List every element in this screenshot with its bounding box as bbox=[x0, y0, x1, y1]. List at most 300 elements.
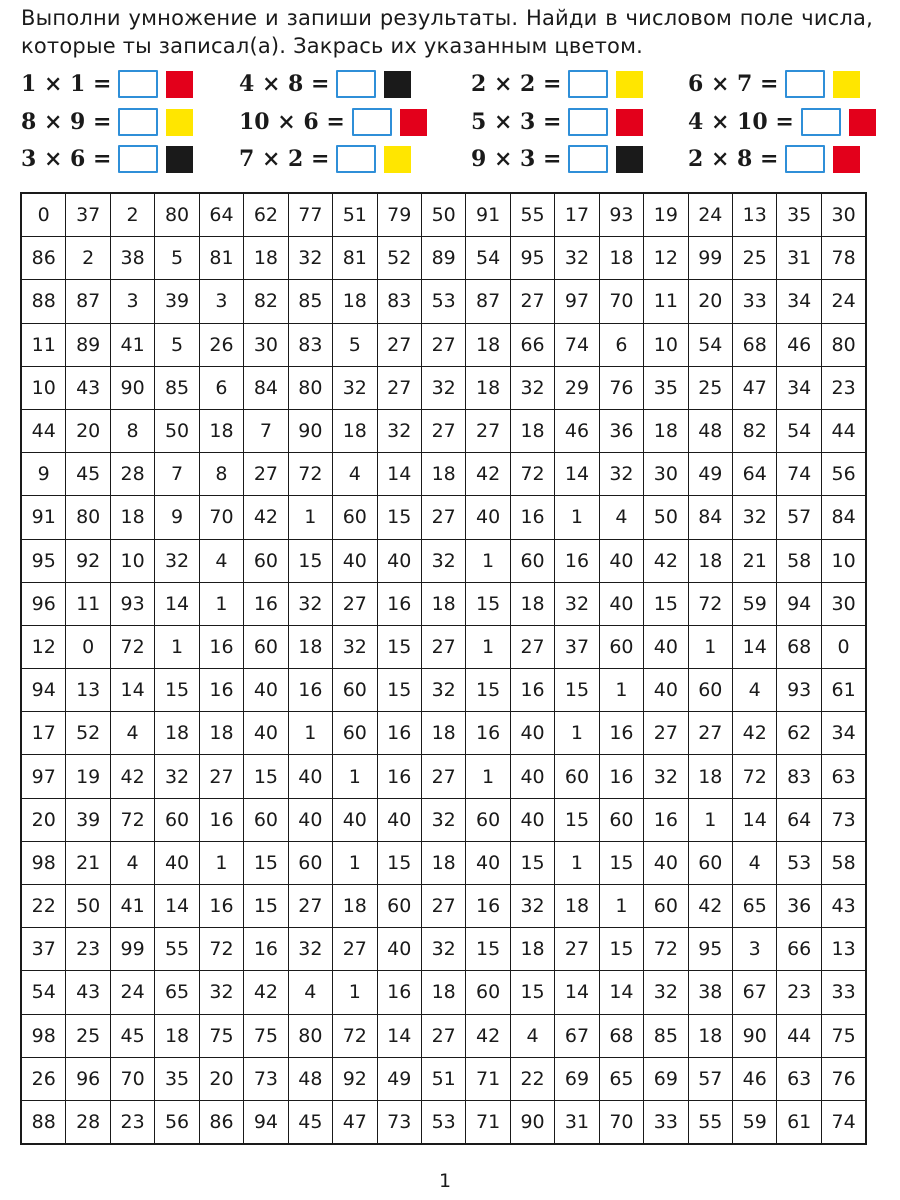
grid-cell[interactable]: 34 bbox=[821, 712, 866, 755]
grid-cell[interactable]: 25 bbox=[66, 1014, 110, 1057]
grid-cell[interactable]: 85 bbox=[155, 366, 199, 409]
grid-cell[interactable]: 95 bbox=[688, 928, 732, 971]
grid-cell[interactable]: 14 bbox=[733, 798, 777, 841]
grid-cell[interactable]: 74 bbox=[777, 453, 821, 496]
answer-box[interactable] bbox=[352, 108, 392, 136]
grid-cell[interactable]: 58 bbox=[777, 539, 821, 582]
answer-box[interactable] bbox=[568, 70, 608, 98]
grid-cell[interactable]: 18 bbox=[510, 582, 554, 625]
grid-cell[interactable]: 24 bbox=[688, 193, 732, 237]
grid-cell[interactable]: 32 bbox=[555, 582, 599, 625]
grid-cell[interactable]: 1 bbox=[599, 885, 643, 928]
grid-cell[interactable]: 9 bbox=[21, 453, 66, 496]
grid-cell[interactable]: 32 bbox=[555, 237, 599, 280]
grid-cell[interactable]: 60 bbox=[599, 625, 643, 668]
grid-cell[interactable]: 53 bbox=[421, 1100, 465, 1144]
grid-cell[interactable]: 18 bbox=[244, 237, 288, 280]
grid-cell[interactable]: 16 bbox=[288, 669, 332, 712]
grid-cell[interactable]: 40 bbox=[288, 755, 332, 798]
grid-cell[interactable]: 25 bbox=[733, 237, 777, 280]
grid-cell[interactable]: 99 bbox=[688, 237, 732, 280]
grid-cell[interactable]: 1 bbox=[599, 669, 643, 712]
grid-cell[interactable]: 32 bbox=[155, 539, 199, 582]
grid-cell[interactable]: 18 bbox=[466, 323, 510, 366]
grid-cell[interactable]: 83 bbox=[288, 323, 332, 366]
grid-cell[interactable]: 60 bbox=[333, 712, 377, 755]
answer-box[interactable] bbox=[118, 145, 158, 173]
grid-cell[interactable]: 15 bbox=[288, 539, 332, 582]
grid-cell[interactable]: 60 bbox=[155, 798, 199, 841]
grid-cell[interactable]: 95 bbox=[21, 539, 66, 582]
grid-cell[interactable]: 86 bbox=[21, 237, 66, 280]
grid-cell[interactable]: 18 bbox=[510, 409, 554, 452]
grid-cell[interactable]: 11 bbox=[644, 280, 688, 323]
grid-cell[interactable]: 53 bbox=[777, 841, 821, 884]
grid-cell[interactable]: 9 bbox=[155, 496, 199, 539]
grid-cell[interactable]: 90 bbox=[733, 1014, 777, 1057]
grid-cell[interactable]: 60 bbox=[599, 798, 643, 841]
grid-cell[interactable]: 65 bbox=[155, 971, 199, 1014]
grid-cell[interactable]: 93 bbox=[110, 582, 154, 625]
grid-cell[interactable]: 15 bbox=[555, 798, 599, 841]
grid-cell[interactable]: 32 bbox=[421, 539, 465, 582]
grid-cell[interactable]: 40 bbox=[466, 841, 510, 884]
grid-cell[interactable]: 15 bbox=[466, 928, 510, 971]
grid-cell[interactable]: 60 bbox=[555, 755, 599, 798]
grid-cell[interactable]: 3 bbox=[199, 280, 243, 323]
grid-cell[interactable]: 60 bbox=[644, 885, 688, 928]
grid-cell[interactable]: 45 bbox=[110, 1014, 154, 1057]
grid-cell[interactable]: 33 bbox=[821, 971, 866, 1014]
grid-cell[interactable]: 83 bbox=[777, 755, 821, 798]
grid-cell[interactable]: 4 bbox=[733, 841, 777, 884]
grid-cell[interactable]: 75 bbox=[821, 1014, 866, 1057]
grid-cell[interactable]: 32 bbox=[288, 928, 332, 971]
grid-cell[interactable]: 80 bbox=[155, 193, 199, 237]
grid-cell[interactable]: 3 bbox=[110, 280, 154, 323]
grid-cell[interactable]: 30 bbox=[644, 453, 688, 496]
grid-cell[interactable]: 99 bbox=[110, 928, 154, 971]
grid-cell[interactable]: 16 bbox=[510, 669, 554, 712]
grid-cell[interactable]: 18 bbox=[421, 712, 465, 755]
grid-cell[interactable]: 27 bbox=[688, 712, 732, 755]
grid-cell[interactable]: 70 bbox=[110, 1057, 154, 1100]
grid-cell[interactable]: 18 bbox=[510, 928, 554, 971]
grid-cell[interactable]: 1 bbox=[555, 496, 599, 539]
grid-cell[interactable]: 18 bbox=[288, 625, 332, 668]
grid-cell[interactable]: 36 bbox=[599, 409, 643, 452]
grid-cell[interactable]: 14 bbox=[555, 453, 599, 496]
grid-cell[interactable]: 1 bbox=[688, 798, 732, 841]
grid-cell[interactable]: 4 bbox=[110, 712, 154, 755]
grid-cell[interactable]: 62 bbox=[777, 712, 821, 755]
grid-cell[interactable]: 10 bbox=[21, 366, 66, 409]
grid-cell[interactable]: 71 bbox=[466, 1100, 510, 1144]
grid-cell[interactable]: 87 bbox=[466, 280, 510, 323]
grid-cell[interactable]: 4 bbox=[333, 453, 377, 496]
answer-box[interactable] bbox=[801, 108, 841, 136]
grid-cell[interactable]: 40 bbox=[644, 841, 688, 884]
grid-cell[interactable]: 18 bbox=[155, 712, 199, 755]
grid-cell[interactable]: 50 bbox=[155, 409, 199, 452]
grid-cell[interactable]: 15 bbox=[555, 669, 599, 712]
grid-cell[interactable]: 42 bbox=[688, 885, 732, 928]
grid-cell[interactable]: 90 bbox=[510, 1100, 554, 1144]
grid-cell[interactable]: 27 bbox=[555, 928, 599, 971]
grid-cell[interactable]: 40 bbox=[510, 712, 554, 755]
grid-cell[interactable]: 90 bbox=[288, 409, 332, 452]
grid-cell[interactable]: 49 bbox=[377, 1057, 421, 1100]
grid-cell[interactable]: 48 bbox=[688, 409, 732, 452]
grid-cell[interactable]: 88 bbox=[21, 280, 66, 323]
grid-cell[interactable]: 32 bbox=[155, 755, 199, 798]
grid-cell[interactable]: 18 bbox=[333, 280, 377, 323]
grid-cell[interactable]: 17 bbox=[21, 712, 66, 755]
grid-cell[interactable]: 18 bbox=[688, 755, 732, 798]
grid-cell[interactable]: 32 bbox=[421, 366, 465, 409]
grid-cell[interactable]: 61 bbox=[821, 669, 866, 712]
answer-box[interactable] bbox=[336, 145, 376, 173]
grid-cell[interactable]: 40 bbox=[510, 755, 554, 798]
grid-cell[interactable]: 26 bbox=[199, 323, 243, 366]
grid-cell[interactable]: 69 bbox=[644, 1057, 688, 1100]
grid-cell[interactable]: 40 bbox=[599, 539, 643, 582]
grid-cell[interactable]: 45 bbox=[66, 453, 110, 496]
grid-cell[interactable]: 21 bbox=[733, 539, 777, 582]
grid-cell[interactable]: 20 bbox=[21, 798, 66, 841]
grid-cell[interactable]: 82 bbox=[733, 409, 777, 452]
grid-cell[interactable]: 60 bbox=[288, 841, 332, 884]
grid-cell[interactable]: 1 bbox=[466, 755, 510, 798]
grid-cell[interactable]: 27 bbox=[510, 625, 554, 668]
grid-cell[interactable]: 46 bbox=[777, 323, 821, 366]
grid-cell[interactable]: 31 bbox=[777, 237, 821, 280]
grid-cell[interactable]: 56 bbox=[821, 453, 866, 496]
grid-cell[interactable]: 59 bbox=[733, 1100, 777, 1144]
grid-cell[interactable]: 53 bbox=[421, 280, 465, 323]
grid-cell[interactable]: 43 bbox=[66, 366, 110, 409]
grid-cell[interactable]: 55 bbox=[510, 193, 554, 237]
grid-cell[interactable]: 4 bbox=[599, 496, 643, 539]
grid-cell[interactable]: 16 bbox=[377, 582, 421, 625]
grid-cell[interactable]: 10 bbox=[821, 539, 866, 582]
grid-cell[interactable]: 15 bbox=[644, 582, 688, 625]
grid-cell[interactable]: 43 bbox=[66, 971, 110, 1014]
grid-cell[interactable]: 60 bbox=[466, 971, 510, 1014]
grid-cell[interactable]: 4 bbox=[510, 1014, 554, 1057]
grid-cell[interactable]: 24 bbox=[110, 971, 154, 1014]
grid-cell[interactable]: 14 bbox=[155, 582, 199, 625]
grid-cell[interactable]: 15 bbox=[377, 496, 421, 539]
grid-cell[interactable]: 76 bbox=[821, 1057, 866, 1100]
grid-cell[interactable]: 55 bbox=[155, 928, 199, 971]
grid-cell[interactable]: 23 bbox=[777, 971, 821, 1014]
grid-cell[interactable]: 60 bbox=[244, 798, 288, 841]
grid-cell[interactable]: 35 bbox=[155, 1057, 199, 1100]
grid-cell[interactable]: 16 bbox=[199, 885, 243, 928]
grid-cell[interactable]: 22 bbox=[21, 885, 66, 928]
grid-cell[interactable]: 57 bbox=[777, 496, 821, 539]
grid-cell[interactable]: 40 bbox=[377, 539, 421, 582]
answer-box[interactable] bbox=[785, 145, 825, 173]
grid-cell[interactable]: 32 bbox=[733, 496, 777, 539]
grid-cell[interactable]: 43 bbox=[821, 885, 866, 928]
grid-cell[interactable]: 27 bbox=[244, 453, 288, 496]
grid-cell[interactable]: 81 bbox=[199, 237, 243, 280]
grid-cell[interactable]: 14 bbox=[155, 885, 199, 928]
grid-cell[interactable]: 27 bbox=[644, 712, 688, 755]
grid-cell[interactable]: 20 bbox=[199, 1057, 243, 1100]
grid-cell[interactable]: 32 bbox=[421, 928, 465, 971]
grid-cell[interactable]: 7 bbox=[244, 409, 288, 452]
grid-cell[interactable]: 76 bbox=[599, 366, 643, 409]
grid-cell[interactable]: 8 bbox=[199, 453, 243, 496]
grid-cell[interactable]: 15 bbox=[466, 582, 510, 625]
grid-cell[interactable]: 27 bbox=[421, 496, 465, 539]
grid-cell[interactable]: 42 bbox=[644, 539, 688, 582]
grid-cell[interactable]: 42 bbox=[733, 712, 777, 755]
grid-cell[interactable]: 60 bbox=[244, 539, 288, 582]
grid-cell[interactable]: 70 bbox=[599, 1100, 643, 1144]
grid-cell[interactable]: 1 bbox=[466, 539, 510, 582]
grid-cell[interactable]: 1 bbox=[155, 625, 199, 668]
answer-box[interactable] bbox=[785, 70, 825, 98]
grid-cell[interactable]: 32 bbox=[421, 669, 465, 712]
grid-cell[interactable]: 16 bbox=[510, 496, 554, 539]
grid-cell[interactable]: 1 bbox=[288, 712, 332, 755]
grid-cell[interactable]: 34 bbox=[777, 366, 821, 409]
grid-cell[interactable]: 16 bbox=[377, 755, 421, 798]
grid-cell[interactable]: 30 bbox=[821, 582, 866, 625]
grid-cell[interactable]: 73 bbox=[377, 1100, 421, 1144]
grid-cell[interactable]: 56 bbox=[155, 1100, 199, 1144]
grid-cell[interactable]: 3 bbox=[733, 928, 777, 971]
grid-cell[interactable]: 1 bbox=[688, 625, 732, 668]
grid-cell[interactable]: 94 bbox=[244, 1100, 288, 1144]
grid-cell[interactable]: 90 bbox=[110, 366, 154, 409]
grid-cell[interactable]: 4 bbox=[288, 971, 332, 1014]
grid-cell[interactable]: 36 bbox=[777, 885, 821, 928]
grid-cell[interactable]: 15 bbox=[510, 971, 554, 1014]
grid-cell[interactable]: 6 bbox=[599, 323, 643, 366]
grid-cell[interactable]: 51 bbox=[421, 1057, 465, 1100]
grid-cell[interactable]: 38 bbox=[110, 237, 154, 280]
grid-cell[interactable]: 83 bbox=[377, 280, 421, 323]
grid-cell[interactable]: 40 bbox=[333, 539, 377, 582]
grid-cell[interactable]: 30 bbox=[821, 193, 866, 237]
grid-cell[interactable]: 33 bbox=[733, 280, 777, 323]
grid-cell[interactable]: 6 bbox=[199, 366, 243, 409]
grid-cell[interactable]: 23 bbox=[110, 1100, 154, 1144]
grid-cell[interactable]: 18 bbox=[688, 539, 732, 582]
grid-cell[interactable]: 98 bbox=[21, 1014, 66, 1057]
grid-cell[interactable]: 15 bbox=[599, 841, 643, 884]
grid-cell[interactable]: 13 bbox=[733, 193, 777, 237]
grid-cell[interactable]: 81 bbox=[333, 237, 377, 280]
grid-cell[interactable]: 27 bbox=[421, 755, 465, 798]
grid-cell[interactable]: 98 bbox=[21, 841, 66, 884]
grid-cell[interactable]: 16 bbox=[199, 625, 243, 668]
grid-cell[interactable]: 27 bbox=[421, 885, 465, 928]
grid-cell[interactable]: 24 bbox=[821, 280, 866, 323]
grid-cell[interactable]: 96 bbox=[66, 1057, 110, 1100]
grid-cell[interactable]: 60 bbox=[244, 625, 288, 668]
grid-cell[interactable]: 45 bbox=[288, 1100, 332, 1144]
grid-cell[interactable]: 93 bbox=[777, 669, 821, 712]
grid-cell[interactable]: 54 bbox=[777, 409, 821, 452]
grid-cell[interactable]: 33 bbox=[644, 1100, 688, 1144]
grid-cell[interactable]: 32 bbox=[377, 409, 421, 452]
grid-cell[interactable]: 65 bbox=[599, 1057, 643, 1100]
grid-cell[interactable]: 18 bbox=[110, 496, 154, 539]
grid-cell[interactable]: 30 bbox=[244, 323, 288, 366]
grid-cell[interactable]: 32 bbox=[510, 366, 554, 409]
grid-cell[interactable]: 40 bbox=[644, 625, 688, 668]
grid-cell[interactable]: 75 bbox=[199, 1014, 243, 1057]
grid-cell[interactable]: 96 bbox=[21, 582, 66, 625]
grid-cell[interactable]: 27 bbox=[333, 928, 377, 971]
grid-cell[interactable]: 64 bbox=[777, 798, 821, 841]
grid-cell[interactable]: 63 bbox=[777, 1057, 821, 1100]
grid-cell[interactable]: 16 bbox=[555, 539, 599, 582]
grid-cell[interactable]: 74 bbox=[821, 1100, 866, 1144]
grid-cell[interactable]: 32 bbox=[288, 582, 332, 625]
grid-cell[interactable]: 46 bbox=[555, 409, 599, 452]
grid-cell[interactable]: 35 bbox=[777, 193, 821, 237]
grid-cell[interactable]: 0 bbox=[66, 625, 110, 668]
grid-cell[interactable]: 72 bbox=[733, 755, 777, 798]
grid-cell[interactable]: 54 bbox=[466, 237, 510, 280]
grid-cell[interactable]: 84 bbox=[688, 496, 732, 539]
grid-cell[interactable]: 42 bbox=[466, 1014, 510, 1057]
grid-cell[interactable]: 18 bbox=[333, 409, 377, 452]
grid-cell[interactable]: 27 bbox=[421, 323, 465, 366]
grid-cell[interactable]: 15 bbox=[377, 669, 421, 712]
grid-cell[interactable]: 18 bbox=[421, 841, 465, 884]
grid-cell[interactable]: 10 bbox=[644, 323, 688, 366]
grid-cell[interactable]: 27 bbox=[421, 1014, 465, 1057]
grid-cell[interactable]: 14 bbox=[733, 625, 777, 668]
grid-cell[interactable]: 14 bbox=[377, 453, 421, 496]
grid-cell[interactable]: 44 bbox=[821, 409, 866, 452]
grid-cell[interactable]: 11 bbox=[21, 323, 66, 366]
grid-cell[interactable]: 40 bbox=[244, 669, 288, 712]
grid-cell[interactable]: 27 bbox=[333, 582, 377, 625]
grid-cell[interactable]: 32 bbox=[421, 798, 465, 841]
grid-cell[interactable]: 87 bbox=[66, 280, 110, 323]
grid-cell[interactable]: 16 bbox=[599, 755, 643, 798]
grid-cell[interactable]: 50 bbox=[421, 193, 465, 237]
grid-cell[interactable]: 27 bbox=[377, 323, 421, 366]
grid-cell[interactable]: 1 bbox=[333, 755, 377, 798]
grid-cell[interactable]: 5 bbox=[155, 323, 199, 366]
grid-cell[interactable]: 40 bbox=[244, 712, 288, 755]
grid-cell[interactable]: 18 bbox=[421, 971, 465, 1014]
grid-cell[interactable]: 63 bbox=[821, 755, 866, 798]
grid-cell[interactable]: 5 bbox=[155, 237, 199, 280]
grid-cell[interactable]: 23 bbox=[66, 928, 110, 971]
grid-cell[interactable]: 68 bbox=[733, 323, 777, 366]
grid-cell[interactable]: 92 bbox=[333, 1057, 377, 1100]
grid-cell[interactable]: 4 bbox=[199, 539, 243, 582]
grid-cell[interactable]: 42 bbox=[466, 453, 510, 496]
grid-cell[interactable]: 69 bbox=[555, 1057, 599, 1100]
grid-cell[interactable]: 50 bbox=[66, 885, 110, 928]
grid-cell[interactable]: 12 bbox=[21, 625, 66, 668]
grid-cell[interactable]: 13 bbox=[821, 928, 866, 971]
grid-cell[interactable]: 14 bbox=[599, 971, 643, 1014]
grid-cell[interactable]: 27 bbox=[421, 625, 465, 668]
grid-cell[interactable]: 18 bbox=[688, 1014, 732, 1057]
grid-cell[interactable]: 73 bbox=[244, 1057, 288, 1100]
grid-cell[interactable]: 70 bbox=[199, 496, 243, 539]
grid-cell[interactable]: 80 bbox=[66, 496, 110, 539]
grid-cell[interactable]: 14 bbox=[110, 669, 154, 712]
grid-cell[interactable]: 4 bbox=[110, 841, 154, 884]
grid-cell[interactable]: 84 bbox=[244, 366, 288, 409]
grid-cell[interactable]: 61 bbox=[777, 1100, 821, 1144]
grid-cell[interactable]: 38 bbox=[688, 971, 732, 1014]
grid-cell[interactable]: 16 bbox=[466, 885, 510, 928]
grid-cell[interactable]: 19 bbox=[644, 193, 688, 237]
grid-cell[interactable]: 27 bbox=[510, 280, 554, 323]
grid-cell[interactable]: 40 bbox=[644, 669, 688, 712]
grid-cell[interactable]: 42 bbox=[244, 971, 288, 1014]
grid-cell[interactable]: 1 bbox=[333, 971, 377, 1014]
grid-cell[interactable]: 4 bbox=[733, 669, 777, 712]
grid-cell[interactable]: 8 bbox=[110, 409, 154, 452]
grid-cell[interactable]: 16 bbox=[199, 798, 243, 841]
grid-cell[interactable]: 64 bbox=[199, 193, 243, 237]
grid-cell[interactable]: 94 bbox=[777, 582, 821, 625]
grid-cell[interactable]: 32 bbox=[510, 885, 554, 928]
grid-cell[interactable]: 52 bbox=[66, 712, 110, 755]
grid-cell[interactable]: 60 bbox=[377, 885, 421, 928]
grid-cell[interactable]: 16 bbox=[466, 712, 510, 755]
grid-cell[interactable]: 70 bbox=[599, 280, 643, 323]
grid-cell[interactable]: 39 bbox=[155, 280, 199, 323]
grid-cell[interactable]: 27 bbox=[288, 885, 332, 928]
grid-cell[interactable]: 67 bbox=[733, 971, 777, 1014]
grid-cell[interactable]: 16 bbox=[377, 971, 421, 1014]
grid-cell[interactable]: 1 bbox=[333, 841, 377, 884]
grid-cell[interactable]: 27 bbox=[466, 409, 510, 452]
grid-cell[interactable]: 85 bbox=[288, 280, 332, 323]
grid-cell[interactable]: 12 bbox=[644, 237, 688, 280]
grid-cell[interactable]: 1 bbox=[199, 841, 243, 884]
grid-cell[interactable]: 49 bbox=[688, 453, 732, 496]
grid-cell[interactable]: 62 bbox=[244, 193, 288, 237]
grid-cell[interactable]: 14 bbox=[377, 1014, 421, 1057]
grid-cell[interactable]: 20 bbox=[66, 409, 110, 452]
grid-cell[interactable]: 95 bbox=[510, 237, 554, 280]
grid-cell[interactable]: 0 bbox=[821, 625, 866, 668]
grid-cell[interactable]: 59 bbox=[733, 582, 777, 625]
grid-cell[interactable]: 25 bbox=[688, 366, 732, 409]
grid-cell[interactable]: 66 bbox=[510, 323, 554, 366]
grid-cell[interactable]: 2 bbox=[110, 193, 154, 237]
grid-cell[interactable]: 80 bbox=[821, 323, 866, 366]
grid-cell[interactable]: 97 bbox=[555, 280, 599, 323]
grid-cell[interactable]: 32 bbox=[644, 971, 688, 1014]
grid-cell[interactable]: 88 bbox=[21, 1100, 66, 1144]
grid-cell[interactable]: 28 bbox=[110, 453, 154, 496]
grid-cell[interactable]: 16 bbox=[644, 798, 688, 841]
answer-box[interactable] bbox=[568, 145, 608, 173]
grid-cell[interactable]: 60 bbox=[688, 841, 732, 884]
grid-cell[interactable]: 79 bbox=[377, 193, 421, 237]
grid-cell[interactable]: 15 bbox=[244, 755, 288, 798]
